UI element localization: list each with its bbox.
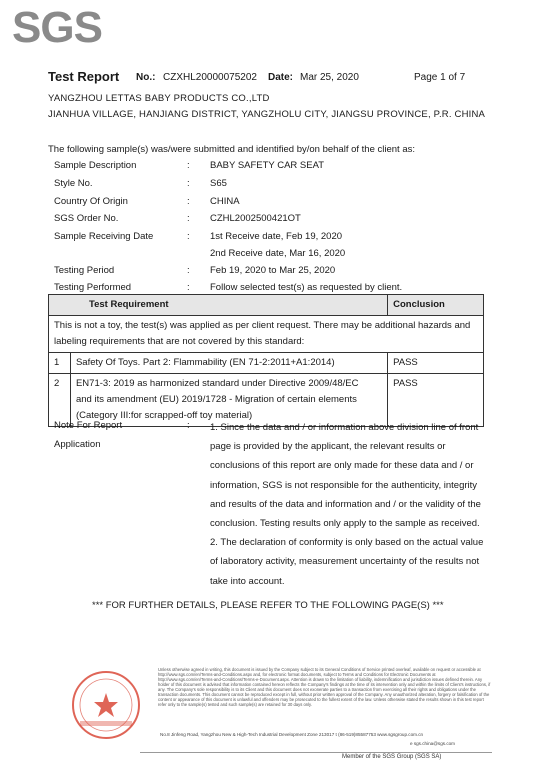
page-number: Page 1 of 7 — [414, 72, 466, 83]
note-label: Note For Report — [54, 420, 123, 431]
col-header-conclusion: Conclusion — [388, 295, 484, 316]
legal-disclaimer: Unless otherwise agreed in writing, this document is issued by the Company subject to its General Conditions of Service printed overleaf, available on request or accessible at http://www.sgs.com/en/Terms-and-Conditions.aspx and, for electronic format documents, subject to Terms and Conditions for Electronic Documents at http://www.sgs.com/en/Terms-and-Conditions/Terms-e-Document.aspx. Attention is drawn to the limitation of liability, indemnification and jurisdiction issues defined therein. Any holder of this document is advised that information contained hereon reflects the Company's findings at the time of its intervention only and within the limits of Client's instructions, if any. The Company's sole responsibility is to its Client and this document does not exonerate parties to a transaction from exercising all their rights and obligations under the transaction documents. This document cannot be reproduced except in full, without prior written approval of the Company. Any unauthorized alteration, forgery or falsification of the content or appearance of this document is unlawful and offenders may be prosecuted to the fullest extent of the law. Unless otherwise stated the results shown in this test report refer only to the sample(s) tested and such sample(s) are retained for 30 days only. — [158, 667, 491, 707]
info-colon: : — [187, 160, 190, 171]
info-value-2: 2nd Receive date, Mar 16, 2020 — [210, 248, 346, 259]
table-row — [49, 353, 484, 374]
info-value: CZHL2002500421OT — [210, 213, 301, 224]
info-colon: : — [187, 282, 190, 293]
info-value: Feb 19, 2020 to Mar 25, 2020 — [210, 265, 336, 276]
note-line: conclusions of this report are only made for these data and / or — [210, 460, 474, 472]
row-number: 2 — [49, 374, 71, 427]
info-label: Country Of Origin — [54, 196, 128, 207]
note-line: page is provided by the applicant, the relevant results or — [210, 441, 446, 453]
row-number: 1 — [49, 353, 71, 374]
note-line: conclusion. Testing results only apply to the sample as received. — [210, 518, 480, 530]
info-colon: : — [187, 178, 190, 189]
note-line: of laboratory activity, measurement uncertainty of the results not — [210, 556, 480, 568]
col-header-requirement: Test Requirement — [49, 295, 388, 316]
report-no-value: CZXHL20000075202 — [163, 72, 257, 83]
official-stamp-icon — [60, 665, 170, 745]
client-address: JIANHUA VILLAGE, HANJIANG DISTRICT, YANGZHOLU CITY, JIANGSU PROVINCE, P.R. CHINA — [48, 109, 486, 120]
table-note-row — [49, 316, 484, 353]
note-colon: : — [187, 420, 190, 431]
info-colon: : — [187, 265, 190, 276]
info-value: BABY SAFETY CAR SEAT — [210, 160, 325, 171]
info-label: Sample Receiving Date — [54, 231, 154, 242]
footer-divider — [140, 752, 492, 753]
note-label: Application — [54, 439, 101, 450]
table-header-row — [49, 295, 484, 316]
requirement-line: (Category III:for scrapped-off toy material) — [75, 410, 253, 421]
info-colon: : — [187, 196, 190, 207]
footer-address: No.8 Jinfeng Road, Yangzhou New & High-Tech Industrial Development Zone 213017 t (86-519)85587753 www.sgsgroup.com.cn — [160, 732, 424, 737]
info-colon: : — [187, 213, 190, 224]
info-label: Testing Period — [54, 265, 115, 276]
sgs-logo: SGS — [12, 3, 102, 52]
info-label: SGS Order No. — [54, 213, 119, 224]
requirement-line: Safety Of Toys. Part 2: Flammability (EN 71-2:2011+A1:2014) — [75, 357, 335, 368]
report-no-label: No.: — [136, 72, 156, 83]
info-label: Testing Performed — [54, 282, 132, 293]
row-requirement — [70, 353, 387, 374]
info-colon: : — [187, 231, 190, 242]
report-title: Test Report — [48, 69, 120, 84]
row-conclusion: PASS — [388, 374, 484, 427]
table-note-line: labeling requirements that are not covered by this standard: — [54, 336, 305, 347]
intro-text: The following sample(s) was/were submitted and identified by/on behalf of the client as: — [48, 144, 416, 155]
note-line: and results of the data and information and / or the validity of the — [210, 498, 481, 510]
note-line: information, SGS is not responsible for the authenticity, integrity — [210, 479, 478, 491]
info-value: Follow selected test(s) as requested by client. — [210, 282, 403, 293]
requirement-line: and its amendment (EU) 2019/1728 - Migration of certain elements — [75, 394, 357, 405]
client-name: YANGZHOU LETTAS BABY PRODUCTS CO.,LTD — [48, 93, 270, 104]
note-text — [210, 418, 490, 591]
footer-email: e sgs.china@sgs.com — [410, 741, 456, 746]
requirements-table — [48, 294, 484, 427]
info-label: Sample Description — [54, 160, 137, 171]
further-details-text: *** FOR FURTHER DETAILS, PLEASE REFER TO THE FOLLOWING PAGE(S) *** — [92, 600, 444, 611]
report-date-value: Mar 25, 2020 — [300, 72, 359, 83]
info-value: S65 — [210, 178, 227, 189]
requirement-line: EN71-3: 2019 as harmonized standard under Directive 2009/48/EC — [75, 378, 359, 389]
report-date-label: Date: — [268, 72, 294, 83]
info-value: 1st Receive date, Feb 19, 2020 — [210, 231, 343, 242]
member-text: Member of the SGS Group (SGS SA) — [342, 754, 442, 760]
note-line: take into account. — [210, 575, 285, 587]
note-line: 2. The declaration of conformity is only based on the actual value — [210, 537, 484, 549]
info-value: CHINA — [210, 196, 240, 207]
row-conclusion: PASS — [388, 353, 484, 374]
table-note-line: This is not a toy, the test(s) was applied as per client request. There may be additional hazards and — [54, 320, 471, 331]
note-line: 1. Since the data and / or information above division line of front — [210, 422, 479, 433]
table-note — [49, 316, 484, 353]
info-label: Style No. — [54, 178, 93, 189]
